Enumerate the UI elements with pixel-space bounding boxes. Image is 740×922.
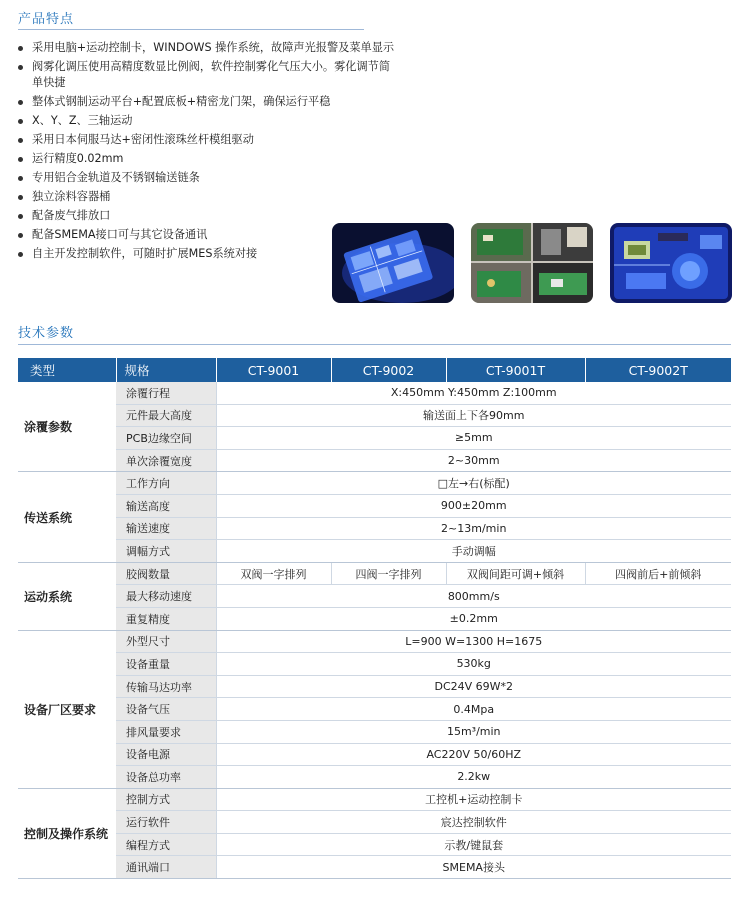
feature-item: 采用电脑+运动控制卡，WINDOWS 操作系统，故障声光报警及菜单显示: [16, 40, 396, 56]
param-label: 重复精度: [116, 607, 216, 630]
feature-item: 独立涂料容器桶: [16, 189, 396, 205]
feature-item: 采用日本伺服马达+密闭性滚珠丝杆模组驱动: [16, 132, 396, 148]
table-row: [18, 766, 731, 789]
feature-item: X、Y、Z、三轴运动: [16, 113, 396, 129]
header-spec: 规格: [116, 358, 216, 382]
feature-item: 运行精度0.02mm: [16, 151, 396, 167]
features-title-rule: [18, 29, 364, 30]
group-label: 控制及操作系统: [18, 788, 116, 878]
table-row: [18, 494, 731, 517]
param-label: 运行软件: [116, 811, 216, 834]
table-row: [18, 607, 731, 630]
param-value: SMEMA接头: [216, 856, 731, 879]
table-row: [18, 698, 731, 721]
param-label: 调幅方式: [116, 540, 216, 563]
param-label: 设备气压: [116, 698, 216, 721]
header-model: CT-9001: [216, 358, 331, 382]
param-value: 2~30mm: [216, 449, 731, 472]
group-label: 运动系统: [18, 562, 116, 630]
table-row: [18, 517, 731, 540]
param-value: 手动调幅: [216, 540, 731, 563]
machine-interior-photo: [471, 223, 593, 303]
param-label: 设备重量: [116, 653, 216, 676]
feature-item: 专用铝合金轨道及不锈钢输送链条: [16, 170, 396, 186]
param-label: 控制方式: [116, 788, 216, 811]
param-label: PCB边缘空间: [116, 427, 216, 450]
param-label: 涂覆行程: [116, 382, 216, 404]
group-label: 涂覆参数: [18, 382, 116, 472]
spec-header-row: [18, 358, 731, 382]
param-label: 单次涂覆宽度: [116, 449, 216, 472]
table-row: [18, 675, 731, 698]
table-row: [18, 562, 731, 585]
table-row: [18, 472, 731, 495]
param-value: L=900 W=1300 H=1675: [216, 630, 731, 653]
param-value: 双阀一字排列: [216, 562, 331, 585]
table-row: [18, 788, 731, 811]
header-model: CT-9001T: [446, 358, 585, 382]
param-value: □左→右(标配): [216, 472, 731, 495]
table-row: [18, 630, 731, 653]
group-label: 传送系统: [18, 472, 116, 562]
param-label: 编程方式: [116, 833, 216, 856]
param-value: ±0.2mm: [216, 607, 731, 630]
table-row: [18, 382, 731, 404]
param-label: 外型尺寸: [116, 630, 216, 653]
param-value: 900±20mm: [216, 494, 731, 517]
table-row: [18, 811, 731, 834]
header-type: 类型: [18, 358, 116, 382]
feature-item: 配备废气排放口: [16, 208, 396, 224]
param-label: 输送速度: [116, 517, 216, 540]
spec-title: 技术参数: [18, 326, 75, 341]
param-value: 四阀一字排列: [331, 562, 446, 585]
table-row: [18, 833, 731, 856]
table-row: [18, 653, 731, 676]
spec-title-rule: [18, 344, 731, 345]
param-value: 800mm/s: [216, 585, 731, 608]
table-row: [18, 720, 731, 743]
param-value: ≥5mm: [216, 427, 731, 450]
coated-pcb-uv-photo: [332, 223, 454, 303]
param-value: 15m³/min: [216, 720, 731, 743]
table-row: [18, 856, 731, 879]
param-value: 四阀前后+前倾斜: [585, 562, 731, 585]
param-value: 2~13m/min: [216, 517, 731, 540]
param-value: AC220V 50/60HZ: [216, 743, 731, 766]
header-model: CT-9002: [331, 358, 446, 382]
circuit-board-uv-photo: [610, 223, 732, 303]
param-value: 示教/键鼠套: [216, 833, 731, 856]
param-value: 双阀间距可调+倾斜: [446, 562, 585, 585]
table-row: [18, 585, 731, 608]
param-value: 2.2kw: [216, 766, 731, 789]
param-value: 宸达控制软件: [216, 811, 731, 834]
header-model: CT-9002T: [585, 358, 731, 382]
table-row: [18, 404, 731, 427]
param-value: 530kg: [216, 653, 731, 676]
param-value: 工控机+运动控制卡: [216, 788, 731, 811]
feature-item: 整体式钢制运动平台+配置底板+精密龙门架，确保运行平稳: [16, 94, 396, 110]
group-label: 设备厂区要求: [18, 630, 116, 788]
feature-item: 阀雾化调压使用高精度数显比例阀，软件控制雾化气压大小。雾化调节简单快捷: [16, 59, 396, 91]
param-label: 胶阀数量: [116, 562, 216, 585]
param-label: 设备电源: [116, 743, 216, 766]
features-title: 产品特点: [18, 12, 75, 27]
param-label: 元件最大高度: [116, 404, 216, 427]
param-value: 输送面上下各90mm: [216, 404, 731, 427]
param-label: 通讯端口: [116, 856, 216, 879]
param-label: 排风量要求: [116, 720, 216, 743]
param-value: 0.4Mpa: [216, 698, 731, 721]
spec-table: [18, 358, 731, 879]
feature-item: 配备SMEMA接口可与其它设备通讯: [16, 227, 396, 243]
param-value: DC24V 69W*2: [216, 675, 731, 698]
table-row: [18, 449, 731, 472]
param-label: 最大移动速度: [116, 585, 216, 608]
param-label: 工作方向: [116, 472, 216, 495]
table-row: [18, 540, 731, 563]
feature-item: 自主开发控制软件，可随时扩展MES系统对接: [16, 246, 396, 262]
table-row: [18, 743, 731, 766]
table-row: [18, 427, 731, 450]
param-label: 传输马达功率: [116, 675, 216, 698]
param-value: X:450mm Y:450mm Z:100mm: [216, 382, 731, 404]
param-label: 输送高度: [116, 494, 216, 517]
param-label: 设备总功率: [116, 766, 216, 789]
